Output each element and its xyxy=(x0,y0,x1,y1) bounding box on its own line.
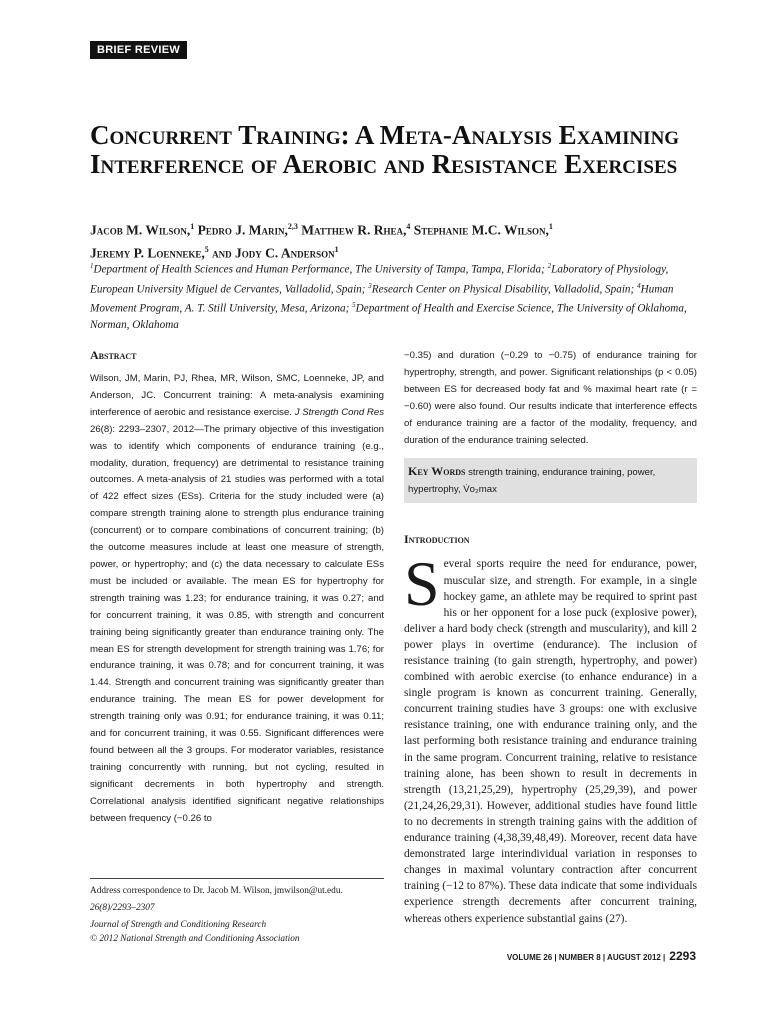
page-number: 2293 xyxy=(669,949,696,963)
citation-code: 26(8)/2293–2307 xyxy=(90,903,155,913)
affiliation-mark: 4 xyxy=(637,281,641,290)
abstract-text xyxy=(90,371,384,827)
author-affiliation-mark: 4 xyxy=(406,222,411,231)
abstract-body: 26(8): 2293–2307, 2012—The primary objective of this investigation was to identify which components of endurance training (e.g., modality, duration, frequency) are detrimental to resistance training outcomes. A meta-analysis of 21 studies was performed with a total of 422 effect sizes (ESs). Criteria for the study included were (a) compare strength training alone to strength plus endurance training (concurrent) or to compare combinations of concurrent training; (b) the outcome measures include at least one measure of strength, power, or hypertrophy; and (c) the data necessary to calculate ESs must be included or available. The mean ES for hypertrophy for strength training was 1.23; for endurance training, it was 0.27; and for concurrent training, it was 0.85, with strength and concurrent training being significantly greater than endurance training only. The mean ES for strength development for strength training was 1.76; for endurance training, it was 0.78; and for concurrent training, it was 1.44. Strength and concurrent training was significantly greater than endurance training. The mean ES for power development for strength training only was 0.91; for endurance training, it was 0.11; and for concurrent training, it was 0.55. Significant differences were found between all the 3 groups. For moderator variables, resistance training concurrently with running, but not cycling, resulted in significant decrements in both hypertrophy and strength. Correlational analysis identified significant negative relationships between frequency (−0.26 to xyxy=(90,423,384,824)
keywords-box xyxy=(404,458,697,503)
affiliation-text: Human Movement Program, A. T. Still University, Mesa, Arizona; xyxy=(90,283,674,316)
author-name: Matthew R. Rhea, xyxy=(301,222,407,238)
copyright-line: © 2012 National Strength and Conditioning Association xyxy=(90,934,300,944)
author-name: Jody C. Anderson xyxy=(235,245,335,260)
author-conjunction: and xyxy=(212,245,232,260)
issue-info: VOLUME 26 | NUMBER 8 | AUGUST 2012 | xyxy=(506,953,666,962)
affiliation-text: Research Center on Physical Disability, Valladolid, Spain; xyxy=(371,283,638,296)
affiliation-mark: 1 xyxy=(90,262,94,270)
author-affiliation-mark: 2,3 xyxy=(287,222,298,231)
right-column xyxy=(404,348,697,927)
author-list xyxy=(90,217,700,262)
author-affiliation-mark: 5 xyxy=(204,244,209,254)
introduction-body: everal sports require the need for endurance, power, muscular size, and strength. For example, in a single hockey game, an athlete may be required to sprint past his or her opponent for a lose puck (explosive power), deliver a hard body check (strength and muscularity), and kill 2 power plays in overtime (endurance). The inclusion of resistance training (to gain strength, hypertrophy, and power) combined with aerobic exercise (to enhance endurance) in a single program is known as concurrent training. Generally, concurrent training studies have 3 groups: one with exclusive resistance training, one with endurance training only, and the last performing both resistance training and endurance training in the same program. Concurrent training, relative to resistance training alone, has been shown to result in decrements in strength (13,21,25,29), hypertrophy (25,29,39), and power (21,24,26,29,31). However, additional studies have found little to no decrements in strength training gains with the addition of endurance training (4,38,39,48,49). Moreover, recent data have demonstrated large interindividual variation in responses to changes in maximal voluntary contraction after concurrent training (−12 to 87%). These data indicate that some individuals experience strength decrements after concurrent training, whereas others experience substantial gains (27). xyxy=(404,558,697,925)
abstract-heading: Abstract xyxy=(90,348,137,362)
affiliations xyxy=(90,258,700,333)
author-name: Jeremy P. Loenneke, xyxy=(90,245,205,260)
introduction-text xyxy=(404,548,697,926)
affiliation-text: Department of Health and Exercise Science, The University of Oklahoma, Norman, Oklahoma xyxy=(90,303,687,332)
article-title: Concurrent Training: A Meta-Analysis Examining Interference of Aerobic and Resistance Exercises xyxy=(90,120,680,179)
page-footer xyxy=(507,949,696,963)
introduction-heading: Introduction xyxy=(404,532,470,547)
author-affiliation-mark: 1 xyxy=(548,222,553,231)
author-name: Stephanie M.C. Wilson, xyxy=(413,222,549,238)
abstract-citation: Wilson, JM, Marin, PJ, Rhea, MR, Wilson, SMC, Loenneke, JP, and Anderson, JC. Concurrent training: A meta-analysis examining interference of aerobic and resistance exercise. xyxy=(90,373,384,418)
keywords-label: Key Words xyxy=(408,464,466,479)
footnote xyxy=(90,878,384,949)
keywords-text: strength training, endurance training, power, hypertrophy, V̇o₂max xyxy=(408,467,656,496)
author-name: Jacob M. Wilson, xyxy=(90,222,191,238)
author-affiliation-mark: 1 xyxy=(190,222,195,231)
affiliation-mark: 3 xyxy=(368,281,372,290)
affiliation-text: Laboratory of Physiology, European University Miguel de Cervantes, Valladolid, Spain; xyxy=(90,263,669,296)
affiliation-mark: 5 xyxy=(352,301,356,310)
affiliation-mark: 2 xyxy=(547,262,552,270)
drop-cap: S xyxy=(404,548,440,620)
journal-copyright xyxy=(90,918,384,946)
journal-abbrev: J Strength Cond Res xyxy=(294,406,384,418)
left-column xyxy=(90,348,384,827)
journal-name: Journal of Strength and Conditioning Research xyxy=(90,920,267,930)
author-name: Pedro J. Marin, xyxy=(197,222,288,238)
author-affiliation-mark: 1 xyxy=(334,244,339,254)
article-type-badge: BRIEF REVIEW xyxy=(90,41,187,59)
abstract-continued: −0.35) and duration (−0.29 to −0.75) of endurance training for hypertrophy, strength, and power. Significant relationships (p < 0.05) between ES for decreased body fat and % maximal heart rate (r = −0.60) were also found. Our results indicate that interference effects of endurance training are a factor of the modality, frequency, and duration of the endurance training selected. xyxy=(404,350,697,446)
correspondence-note: Address correspondence to Dr. Jacob M. Wilson, jmwilson@ut.edu. xyxy=(90,886,343,896)
affiliation-text: Department of Health Sciences and Human Performance, The University of Tampa, Tampa, Florida; xyxy=(93,263,548,276)
